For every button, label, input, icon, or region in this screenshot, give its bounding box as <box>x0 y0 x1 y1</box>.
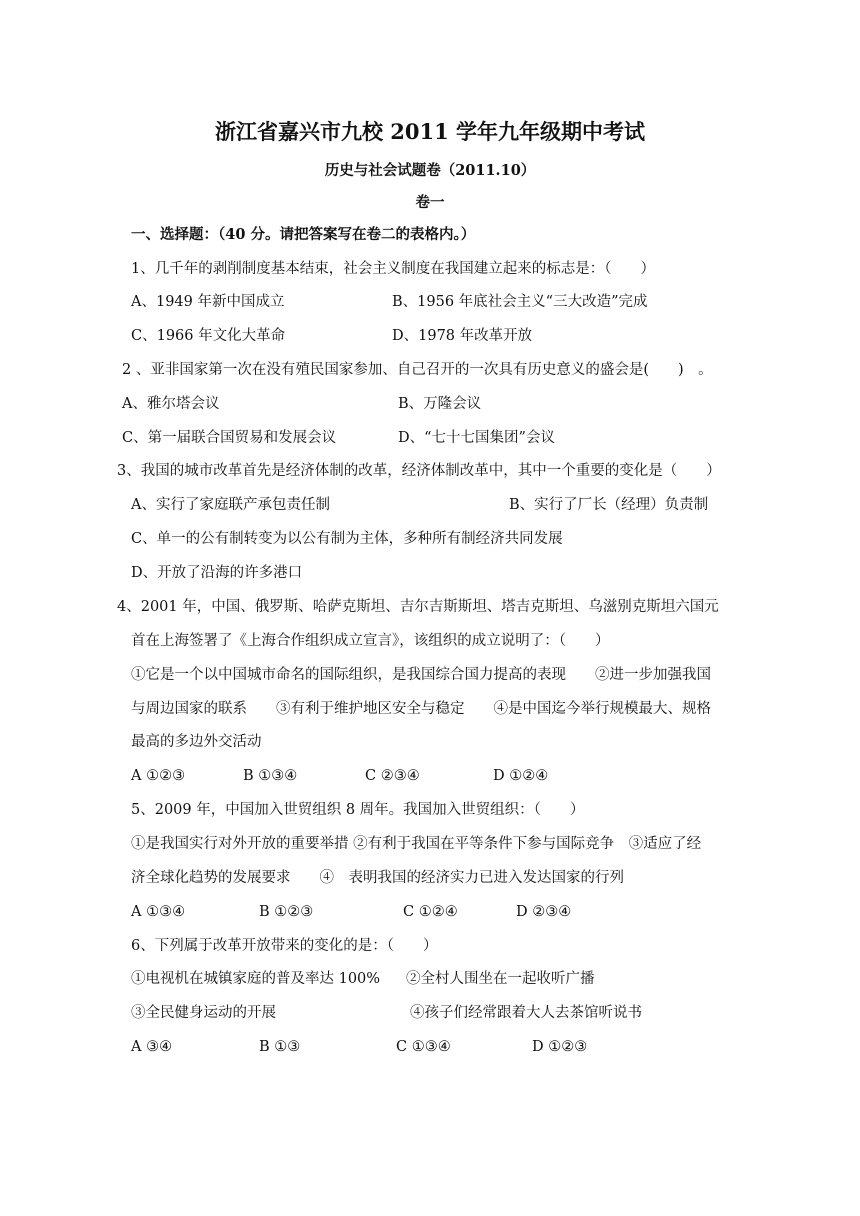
question-1-option-b: B、1956 年底社会主义“三大改造”完成 <box>392 294 648 310</box>
question-6-option-b: B ①③ <box>259 1039 301 1055</box>
question-1-option-a: A、1949 年新中国成立 <box>131 294 285 310</box>
question-6-item-2: ②全村人围坐在一起收听广播 <box>406 971 595 987</box>
question-5-option-d: D ②③④ <box>516 904 572 920</box>
question-6-stem: 6、下列属于改革开放带来的变化的是：（ ） <box>131 938 438 954</box>
question-3-option-c: C、单一的公有制转变为以公有制为主体，多种所有制经济共同发展 <box>131 531 563 547</box>
question-5-option-b: B ①②③ <box>259 904 314 920</box>
question-5-item-line: 济全球化趋势的发展要求 ④ 表明我国的经济实力已进入发达国家的行列 <box>131 870 624 886</box>
question-4-option-a: A ①②③ <box>131 768 186 784</box>
question-2-stem: 2 、亚非国家第一次在没有殖民国家参加、自己召开的一次具有历史意义的盛会是( ) 。 <box>122 362 713 378</box>
question-6-option-d: D ①②③ <box>532 1039 588 1055</box>
question-2-option-d: D、“七十七国集团”会议 <box>398 430 555 446</box>
section-heading: 一、选择题：（40 分。请把答案写在卷二的表格内。） <box>131 226 476 243</box>
question-1-option-c: C、1966 年文化大革命 <box>131 328 286 344</box>
volume-label: 卷一 <box>415 194 445 211</box>
question-4-stem: 4、2001 年，中国、俄罗斯、哈萨克斯坦、吉尔吉斯斯坦、塔吉克斯坦、乌滋别克斯坦六国元 <box>117 599 719 615</box>
question-4-option-b: B ①③④ <box>243 768 298 784</box>
question-6-item-1: ①电视机在城镇家庭的普及率达 100% <box>131 971 381 987</box>
question-4-stem-cont: 首在上海签署了《上海合作组织成立宣言》，该组织的成立说明了：（ ） <box>131 633 610 649</box>
exam-subtitle: 历史与社会试题卷（2011.10） <box>324 162 536 179</box>
question-2-option-c: C、第一届联合国贸易和发展会议 <box>122 430 337 446</box>
question-4-item-line: 最高的多边外交活动 <box>131 734 262 750</box>
question-1-stem: 1、几千年的剥削制度基本结束，社会主义制度在我国建立起来的标志是：（ ） <box>131 261 655 277</box>
question-1-option-d: D、1978 年改革开放 <box>392 328 533 344</box>
question-3-stem: 3、我国的城市改革首先是经济体制的改革，经济体制改革中，其中一个重要的变化是（ ） <box>117 463 721 479</box>
question-6-option-a: A ③④ <box>131 1039 173 1055</box>
question-6-item-3: ③全民健身运动的开展 <box>131 1005 276 1021</box>
question-2-option-a: A、雅尔塔会议 <box>122 396 220 412</box>
question-6-option-c: C ①③④ <box>396 1039 451 1055</box>
question-4-option-c: C ②③④ <box>365 768 420 784</box>
question-3-option-a: A、实行了家庭联产承包责任制 <box>131 497 330 513</box>
question-5-option-c: C ①②④ <box>403 904 458 920</box>
question-3-option-b: B、实行了厂长（经理）负责制 <box>509 497 709 513</box>
question-3-option-d: D、开放了沿海的许多港口 <box>131 565 303 581</box>
question-5-item-line: ①是我国实行对外开放的重要举措 ②有利于我国在平等条件下参与国际竞争 ③适应了经 <box>131 836 702 852</box>
exam-title: 浙江省嘉兴市九校 2011 学年九年级期中考试 <box>214 119 646 144</box>
question-6-item-4: ④孩子们经常跟着大人去茶馆听说书 <box>410 1005 642 1021</box>
question-4-item-line: ①它是一个以中国城市命名的国际组织，是我国综合国力提高的表现 ②进一步加强我国 <box>131 667 711 683</box>
question-4-item-line: 与周边国家的联系 ③有利于维护地区安全与稳定 ④是中国迄今举行规模最大、规格 <box>131 701 711 717</box>
question-5-option-a: A ①③④ <box>131 904 186 920</box>
question-2-option-b: B、万隆会议 <box>398 396 482 412</box>
question-4-option-d: D ①②④ <box>493 768 549 784</box>
question-5-stem: 5、2009 年，中国加入世贸组织 8 周年。我国加入世贸组织：（ ） <box>131 802 585 818</box>
